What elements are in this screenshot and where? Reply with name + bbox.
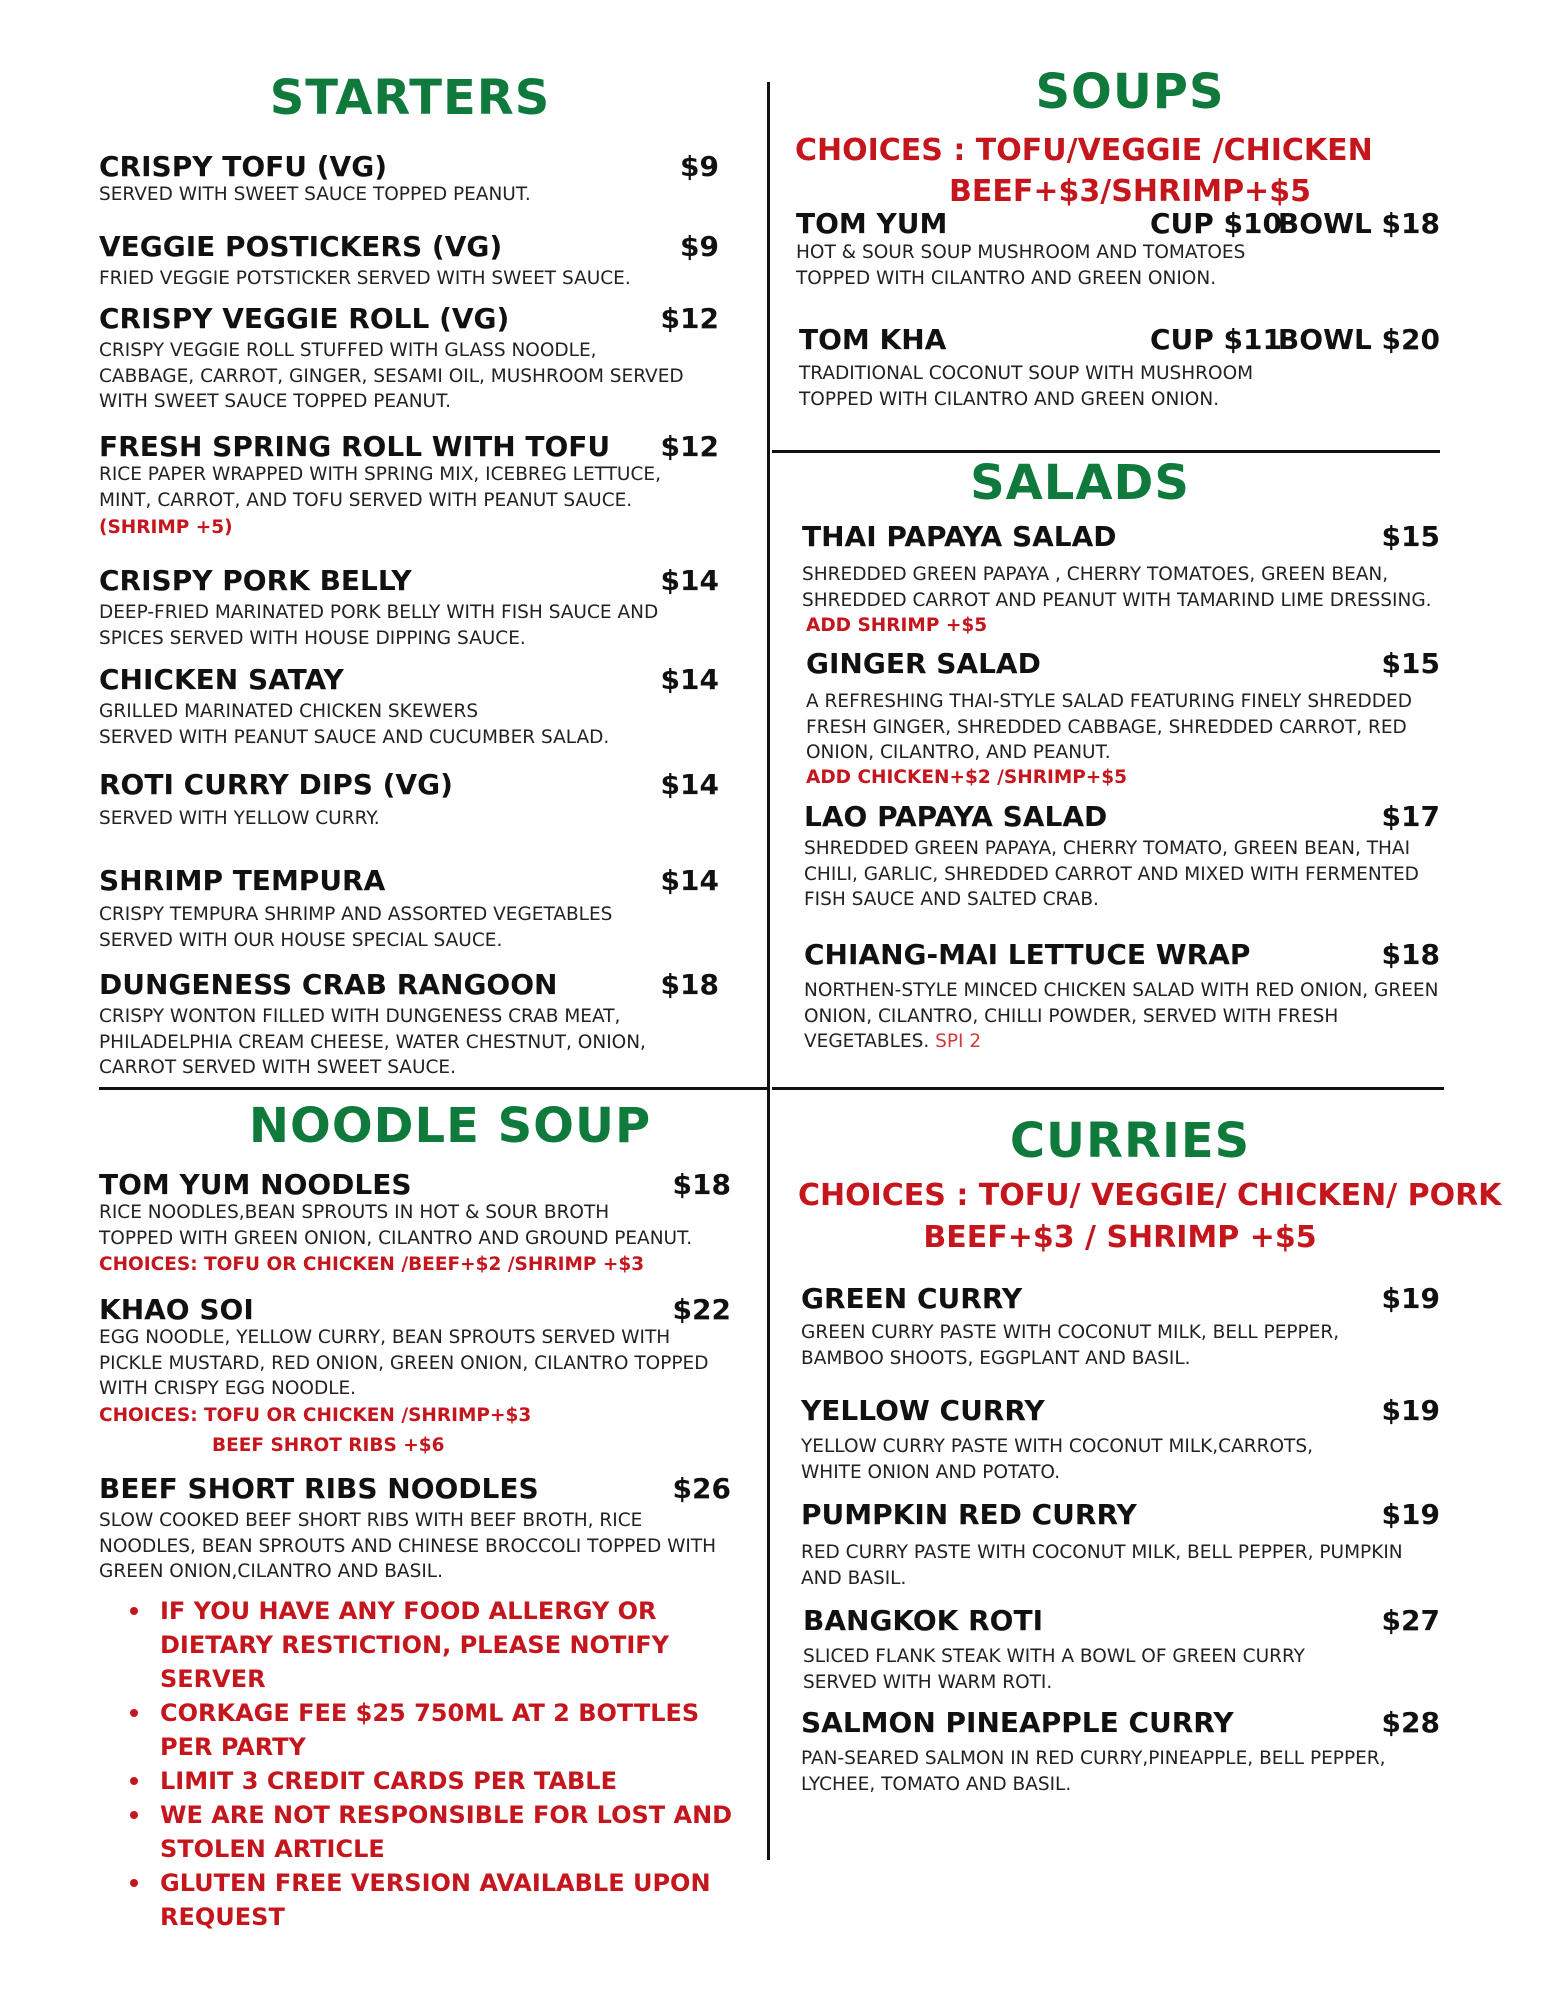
item-name: LAO PAPAYA SALAD — [804, 800, 1108, 833]
item-note-extra: BEEF SHROT RIBS +$6 — [212, 1435, 445, 1456]
item-name: TOM KHA — [799, 323, 947, 356]
item-description: FRIED VEGGIE POTSTICKER SERVED WITH SWEET SAUCE. — [99, 268, 631, 289]
item-note: (SHRIMP +5) — [99, 517, 233, 538]
item-name: ROTI CURRY DIPS (VG) — [99, 768, 453, 801]
vertical-divider — [767, 82, 770, 1860]
item-name: PUMPKIN RED CURRY — [801, 1498, 1137, 1531]
item-description: CRISPY VEGGIE ROLL STUFFED WITH GLASS NOODLE, CABBAGE, CARROT, GINGER, SESAMI OIL, MUSHROOM SERVED WITH SWEET SAUCE TOPPED PEANUT. — [99, 340, 684, 412]
item-note: ADD SHRIMP +$5 — [806, 615, 988, 636]
item-price-cup: CUP $10 — [1150, 207, 1283, 240]
item-name: CHIANG-MAI LETTUCE WRAP — [804, 938, 1251, 971]
curries-choices-extra: BEEF+$3 / SHRIMP +$5 — [923, 1220, 1317, 1255]
item-description: GRILLED MARINATED CHICKEN SKEWERS SERVED WITH PEANUT SAUCE AND CUCUMBER SALAD. — [99, 701, 610, 748]
item-note: CHOICES: TOFU OR CHICKEN /SHRIMP+$3 — [99, 1405, 532, 1426]
item-name: THAI PAPAYA SALAD — [802, 520, 1117, 553]
item-price: $27 — [1381, 1604, 1440, 1637]
spice-level: SPI 2 — [935, 1031, 982, 1052]
item-description — [804, 978, 1438, 1055]
notices-list — [100, 1594, 740, 1934]
soups-choices-extra: BEEF+$3/SHRIMP+$5 — [949, 174, 1311, 209]
curries-choices: CHOICES : TOFU/ VEGGIE/ CHICKEN/ PORK — [798, 1178, 1502, 1213]
item-name: CRISPY PORK BELLY — [99, 564, 412, 597]
divider-soups-salads — [772, 450, 1440, 453]
item-price: $9 — [680, 150, 719, 183]
item-name: CRISPY VEGGIE ROLL (VG) — [99, 302, 510, 335]
item-description: TRADITIONAL COCONUT SOUP WITH MUSHROOM TOPPED WITH CILANTRO AND GREEN ONION. — [799, 363, 1254, 410]
item-price: $26 — [672, 1472, 731, 1505]
item-price: $15 — [1381, 520, 1440, 553]
item-name: TOM YUM NOODLES — [99, 1168, 412, 1201]
item-price: $12 — [660, 302, 719, 335]
item-price: $14 — [660, 768, 719, 801]
item-name: FRESH SPRING ROLL WITH TOFU — [99, 430, 611, 463]
item-name: SALMON PINEAPPLE CURRY — [801, 1706, 1234, 1739]
item-description: SERVED WITH SWEET SAUCE TOPPED PEANUT. — [99, 184, 531, 205]
item-price: $12 — [660, 430, 719, 463]
section-title-soups: SOUPS — [1035, 64, 1225, 120]
item-description: DEEP-FRIED MARINATED PORK BELLY WITH FISH SAUCE AND SPICES SERVED WITH HOUSE DIPPING SAUCE. — [99, 602, 659, 649]
item-name: BANGKOK ROTI — [803, 1604, 1043, 1637]
item-name: GINGER SALAD — [806, 647, 1041, 680]
item-description: A REFRESHING THAI-STYLE SALAD FEATURING FINELY SHREDDED FRESH GINGER, SHREDDED CABBAGE, SHREDDED CARROT, RED ONION, CILANTRO, AND PEANUT. — [806, 691, 1412, 763]
item-description: HOT & SOUR SOUP MUSHROOM AND TOMATOES TOPPED WITH CILANTRO AND GREEN ONION. — [796, 242, 1246, 289]
item-name: SHRIMP TEMPURA — [99, 864, 386, 897]
item-description: EGG NOODLE, YELLOW CURRY, BEAN SPROUTS SERVED WITH PICKLE MUSTARD, RED ONION, GREEN ONION, CILANTRO TOPPED WITH CRISPY EGG NOODLE. — [99, 1327, 709, 1399]
item-description: SHREDDED GREEN PAPAYA , CHERRY TOMATOES, GREEN BEAN, SHREDDED CARROT AND PEANUT WITH TAMARIND LIME DRESSING. — [802, 564, 1432, 611]
item-price: $22 — [672, 1293, 731, 1326]
item-price: $18 — [672, 1168, 731, 1201]
notice-item: LIMIT 3 CREDIT CARDS PER TABLE — [100, 1764, 740, 1798]
item-price-cup: CUP $11 — [1150, 323, 1283, 356]
item-price: $15 — [1381, 647, 1440, 680]
section-title-noodle-soup: NOODLE SOUP — [248, 1098, 652, 1154]
item-name: BEEF SHORT RIBS NOODLES — [99, 1472, 539, 1505]
item-description: SLICED FLANK STEAK WITH A BOWL OF GREEN CURRY SERVED WITH WARM ROTI. — [803, 1646, 1305, 1693]
item-price: $19 — [1381, 1282, 1440, 1315]
item-price: $14 — [660, 663, 719, 696]
item-price: $18 — [1381, 938, 1440, 971]
item-description: CRISPY WONTON FILLED WITH DUNGENESS CRAB MEAT, PHILADELPHIA CREAM CHEESE, WATER CHESTNUT, ONION, CARROT SERVED WITH SWEET SAUCE. — [99, 1006, 646, 1078]
item-name: GREEN CURRY — [801, 1282, 1023, 1315]
item-description: PAN-SEARED SALMON IN RED CURRY,PINEAPPLE, BELL PEPPER, LYCHEE, TOMATO AND BASIL. — [801, 1748, 1386, 1795]
item-name: DUNGENESS CRAB RANGOON — [99, 968, 558, 1001]
soups-choices: CHOICES : TOFU/VEGGIE /CHICKEN — [795, 133, 1373, 168]
item-description: GREEN CURRY PASTE WITH COCONUT MILK, BELL PEPPER, BAMBOO SHOOTS, EGGPLANT AND BASIL. — [801, 1322, 1340, 1369]
item-name: YELLOW CURRY — [801, 1394, 1045, 1427]
item-description: CRISPY TEMPURA SHRIMP AND ASSORTED VEGETABLES SERVED WITH OUR HOUSE SPECIAL SAUCE. — [99, 904, 613, 951]
item-note: CHOICES: TOFU OR CHICKEN /BEEF+$2 /SHRIMP +$3 — [99, 1254, 645, 1275]
item-price: $19 — [1381, 1498, 1440, 1531]
item-description: RICE PAPER WRAPPED WITH SPRING MIX, ICEBREG LETTUCE, MINT, CARROT, AND TOFU SERVED WITH PEANUT SAUCE. — [99, 464, 661, 511]
item-name: KHAO SOI — [99, 1293, 254, 1326]
item-price: $19 — [1381, 1394, 1440, 1427]
item-description: RED CURRY PASTE WITH COCONUT MILK, BELL PEPPER, PUMPKIN AND BASIL. — [801, 1542, 1403, 1589]
item-name: TOM YUM — [796, 207, 948, 240]
notice-item: CORKAGE FEE $25 750ML AT 2 BOTTLES PER PARTY — [100, 1696, 740, 1764]
item-description-text: NORTHEN-STYLE MINCED CHICKEN SALAD WITH RED ONION, GREEN ONION, CILANTRO, CHILLI POWDER, SERVED WITH FRESH VEGETABLES. — [804, 980, 1439, 1052]
section-title-curries: CURRIES — [1009, 1113, 1251, 1169]
item-price: $14 — [660, 564, 719, 597]
item-name: CRISPY TOFU (VG) — [99, 150, 387, 183]
divider-right-bottom — [772, 1087, 1444, 1090]
item-description: RICE NOODLES,BEAN SPROUTS IN HOT & SOUR BROTH TOPPED WITH GREEN ONION, CILANTRO AND GROUND PEANUT. — [99, 1202, 693, 1249]
notice-item: GLUTEN FREE VERSION AVAILABLE UPON REQUEST — [100, 1866, 740, 1934]
item-description: SLOW COOKED BEEF SHORT RIBS WITH BEEF BROTH, RICE NOODLES, BEAN SPROUTS AND CHINESE BROCCOLI TOPPED WITH GREEN ONION,CILANTRO AND BASIL. — [99, 1510, 717, 1582]
item-price-bowl: BOWL $18 — [1277, 207, 1440, 240]
item-price: $9 — [680, 230, 719, 263]
item-description: YELLOW CURRY PASTE WITH COCONUT MILK,CARROTS, WHITE ONION AND POTATO. — [801, 1436, 1313, 1483]
divider-left-bottom — [99, 1087, 767, 1090]
item-description: SERVED WITH YELLOW CURRY. — [99, 808, 380, 829]
item-note: ADD CHICKEN+$2 /SHRIMP+$5 — [806, 767, 1128, 788]
item-price: $28 — [1381, 1706, 1440, 1739]
item-price: $18 — [660, 968, 719, 1001]
item-name: CHICKEN SATAY — [99, 663, 344, 696]
section-title-starters: STARTERS — [269, 70, 551, 126]
item-price: $17 — [1381, 800, 1440, 833]
notice-item: IF YOU HAVE ANY FOOD ALLERGY OR DIETARY RESTICTION, PLEASE NOTIFY SERVER — [100, 1594, 740, 1696]
item-price: $14 — [660, 864, 719, 897]
item-price-bowl: BOWL $20 — [1277, 323, 1440, 356]
item-name: VEGGIE POSTICKERS (VG) — [99, 230, 503, 263]
section-title-salads: SALADS — [970, 455, 1190, 511]
item-description: SHREDDED GREEN PAPAYA, CHERRY TOMATO, GREEN BEAN, THAI CHILI, GARLIC, SHREDDED CARROT AND MIXED WITH FERMENTED FISH SAUCE AND SALTED CRAB. — [804, 838, 1419, 910]
notice-item: WE ARE NOT RESPONSIBLE FOR LOST AND STOLEN ARTICLE — [100, 1798, 740, 1866]
